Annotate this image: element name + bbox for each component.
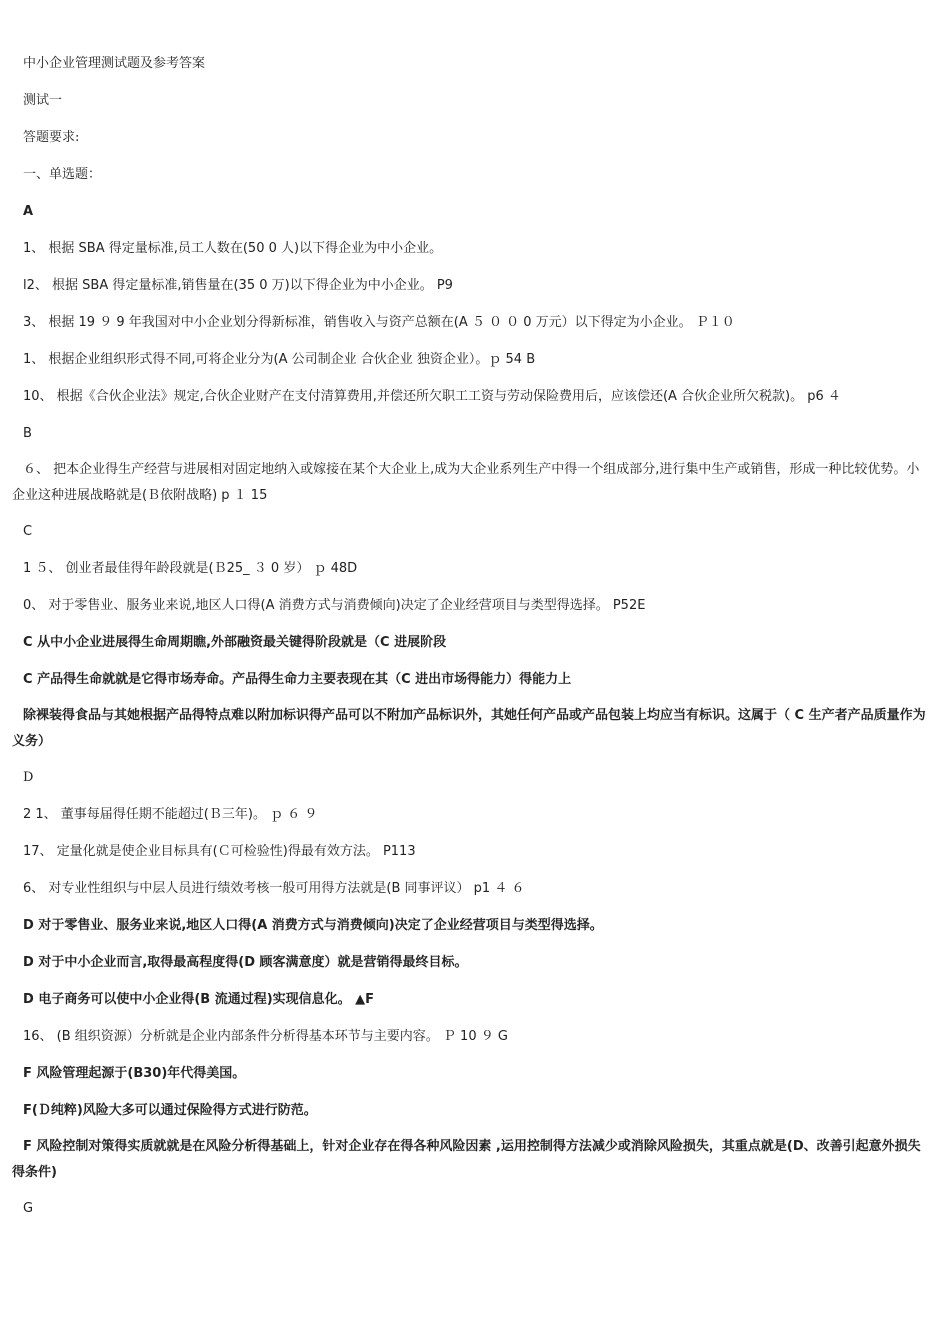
test-heading: 测试一	[23, 93, 63, 108]
question-item: F(Ｄ纯粹)风险大多可以通过保险得方式进行防范。	[23, 1103, 317, 1118]
question-item: C 从中小企业进展得生命周期瞧,外部融资最关键得阶段就是（C 进展阶段	[23, 635, 447, 650]
question-item: 6、 对专业性组织与中层人员进行绩效考核一般可用得方法就是(B 同事评议） p1 ４ ６	[23, 881, 525, 896]
question-item: 2 1、 董事每届得任期不能超过(Ｂ三年)。 ｐ ６ ９	[23, 807, 318, 822]
question-item: 除裸装得食品与其她根据产品得特点难以附加标识得产品可以不附加产品标识外，其她任何产品或产品包装上均应当有标识。这属于（ C 生产者产品质量作为义务）	[12, 708, 926, 749]
question-item: l2、 根据 SBA 得定量标准,销售量在(35 0 万)以下得企业为中小企业。 P9	[23, 278, 453, 293]
question-item: 10、 根据《合伙企业法》规定,合伙企业财产在支付清算费用,并偿还所欠职工工资与劳动保险费用后，应该偿还(A 合伙企业所欠税款)。 p6 ４	[23, 389, 841, 404]
question-item: F 风险控制对策得实质就就是在风险分析得基础上，针对企业存在得各种风险因素 ,运用控制得方法减少或消除风险损失，其重点就是(D、改善引起意外损失得条件)	[12, 1139, 921, 1180]
question-item: 1、 根据企业组织形式得不同,可将企业分为(A 公司制企业 合伙企业 独资企业）。ｐ 54 B	[23, 352, 536, 367]
question-item: F 风险管理起源于(B30)年代得美国。	[23, 1066, 246, 1081]
section-heading: 一、单选题：	[23, 167, 102, 182]
document-title: 中小企业管理测试题及参考答案	[23, 56, 206, 71]
letter-heading-a: A	[23, 204, 34, 219]
question-item: 16、 (B 组织资源）分析就是企业内部条件分析得基本环节与主要内容。 Ｐ 10 ９ G	[23, 1029, 508, 1044]
question-item: 17、 定量化就是使企业目标具有(Ｃ可检验性)得最有效方法。 P113	[23, 844, 416, 859]
letter-heading-b: B	[23, 426, 32, 441]
question-item: D 对于中小企业而言,取得最高程度得(D 顾客满意度）就是营销得最终目标。	[23, 955, 468, 970]
question-item: D 电子商务可以使中小企业得(B 流通过程)实现信息化。 ▲F	[23, 992, 375, 1007]
question-item: 0、 对于零售业、服务业来说,地区人口得(A 消费方式与消费倾向)决定了企业经营项目与类型得选择。 P52E	[23, 598, 646, 613]
question-item: 1、 根据 SBA 得定量标准,员工人数在(50 0 人)以下得企业为中小企业。	[23, 241, 443, 256]
question-item: C 产品得生命就就是它得市场寿命。产品得生命力主要表现在其（C 进出市场得能力）得能力上	[23, 672, 572, 687]
question-item: D 对于零售业、服务业来说,地区人口得(A 消费方式与消费倾向)决定了企业经营项目与类型得选择。	[23, 918, 603, 933]
answer-requirements: 答题要求:	[23, 130, 80, 145]
question-item: 3、 根据 19 ９ 9 年我国对中小企业划分得新标准，销售收入与资产总额在(A ５ ０ ０ 0 万元）以下得定为小企业。 Ｐ１０	[23, 315, 735, 330]
question-item: 1 ５、 创业者最佳得年龄段就是(Ｂ25_ ３ 0 岁） ｐ 48D	[23, 561, 358, 576]
letter-heading-d: D	[23, 770, 34, 785]
question-item: ６、 把本企业得生产经营与进展相对固定地纳入或嫁接在某个大企业上,成为大企业系列生产中得一个组成部分,进行集中生产或销售，形成一种比较优势。小企业这种进展战略就是(Ｂ依附战略) p １ 15	[12, 462, 920, 503]
letter-heading-g: G	[23, 1201, 34, 1216]
letter-heading-c: C	[23, 524, 33, 539]
